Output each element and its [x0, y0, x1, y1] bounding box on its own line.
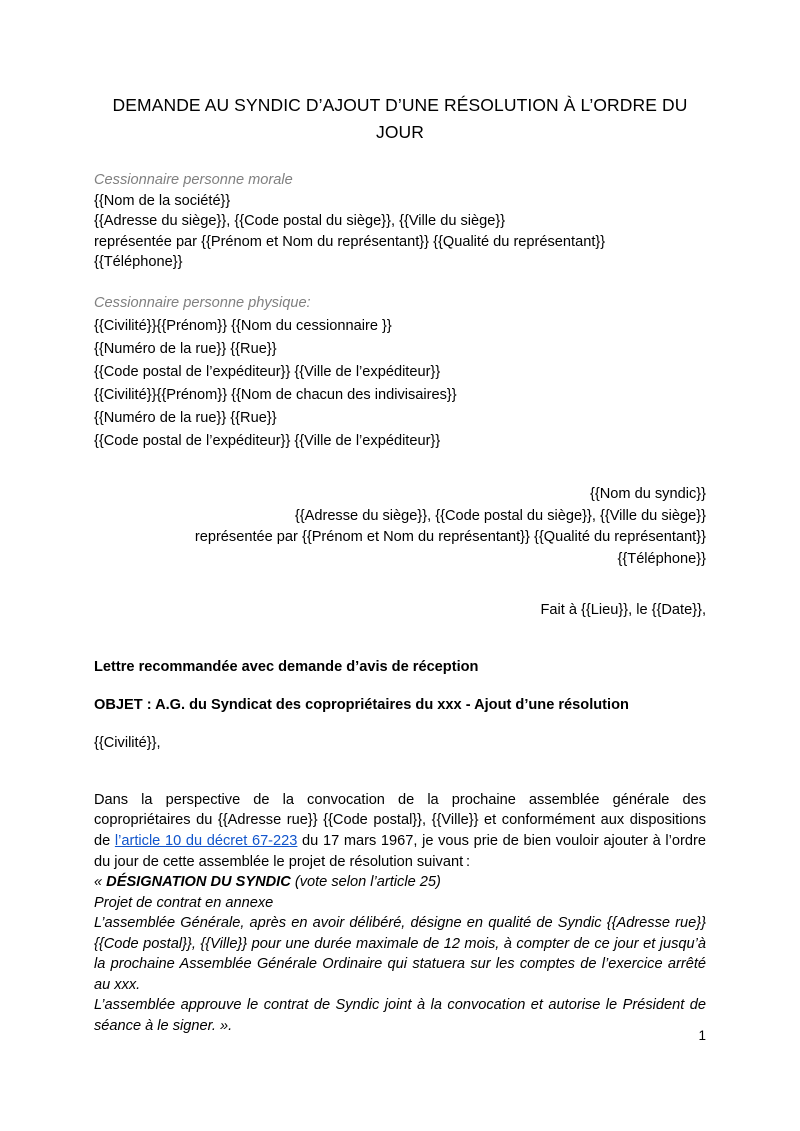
resolution-heading-rest: (vote selon l’article 25)	[290, 874, 441, 890]
cessionnaire-physique-line-6: {{Code postal de l’expéditeur}} {{Ville de l’expéditeur}}	[94, 433, 441, 449]
syndic-line-3: représentée par {{Prénom et Nom du représentant}} {{Qualité du représentant}}	[194, 529, 706, 545]
decret-article-link[interactable]: l’article 10 du décret 67-223	[114, 833, 298, 850]
cessionnaire-morale-label: Cessionnaire personne morale	[94, 172, 293, 188]
cessionnaire-physique-block	[94, 292, 706, 453]
salutation-block	[94, 733, 706, 754]
resolution-heading	[94, 872, 706, 893]
syndic-recipient-block	[94, 484, 706, 570]
registered-letter-heading: Lettre recommandée avec demande d’avis de réception	[94, 659, 479, 675]
page-number: 1	[698, 1028, 706, 1043]
cessionnaire-physique-line-5: {{Numéro de la rue}} {{Rue}}	[94, 410, 277, 426]
syndic-line-1: {{Nom du syndic}}	[589, 486, 706, 502]
cessionnaire-physique-line-1: {{Civilité}}{{Prénom}} {{Nom du cessionnaire }}	[94, 318, 392, 334]
resolution-subtitle: Projet de contrat en annexe	[94, 894, 274, 911]
cessionnaire-morale-block	[94, 170, 706, 273]
place-and-date	[94, 600, 706, 621]
cessionnaire-morale-line-4: {{Téléphone}}	[94, 254, 183, 270]
resolution-paragraph-1: L’assemblée Générale, après en avoir délibéré, désigne en qualité de Syndic {{Adresse rue}} {{Code postal}}, {{Ville}} pour une durée maximale de 12 mois, à compter de ce jour et jusqu’à la prochaine Assemblée Générale Ordinaire qui statuera sur les comptes de l’exercice arrêté au xxx.	[94, 915, 706, 993]
main-paragraph-part-2: du 17 mars 1967, je vous prie de bien vouloir ajouter à l’ordre du jour de cette assemblée le projet de résolution suivant :	[94, 833, 706, 870]
resolution-heading-bold: DÉSIGNATION DU SYNDIC	[106, 874, 291, 890]
cessionnaire-physique-label: Cessionnaire personne physique:	[94, 295, 311, 311]
main-paragraph-part-1: Dans la perspective de la convocation de la prochaine assemblée générale des copropriétaires du {{Adresse rue}} {{Code postal}}, {{Ville}} et conformément aux dispositions de	[94, 791, 706, 850]
cessionnaire-morale-line-3: représentée par {{Prénom et Nom du représentant}} {{Qualité du représentant}}	[94, 233, 606, 250]
cessionnaire-physique-line-3: {{Code postal de l’expéditeur}} {{Ville de l’expéditeur}}	[94, 364, 441, 380]
place-and-date-text: Fait à {{Lieu}}, le {{Date}},	[540, 602, 706, 618]
cessionnaire-physique-line-4: {{Civilité}}{{Prénom}} {{Nom de chacun des indivisaires}}	[94, 387, 457, 403]
main-paragraph	[94, 790, 706, 873]
syndic-line-4: {{Téléphone}}	[617, 550, 706, 567]
syndic-line-2: {{Adresse du siège}}, {{Code postal du siège}}, {{Ville du siège}}	[294, 507, 706, 524]
resolution-open-quote: «	[94, 874, 107, 890]
subject-heading: OBJET : A.G. du Syndicat des copropriétaires du xxx - Ajout d’une résolution	[94, 697, 629, 713]
resolution-paragraph-2: L’assemblée approuve le contrat de Syndic joint à la convocation et autorise le Président de séance à le signer. ».	[94, 997, 706, 1034]
salutation-text: {{Civilité}},	[94, 735, 161, 751]
cessionnaire-morale-line-2: {{Adresse du siège}}, {{Code postal du siège}}, {{Ville du siège}}	[94, 213, 506, 229]
resolution-block	[94, 872, 706, 1036]
page-title: DEMANDE AU SYNDIC D’AJOUT D’UNE RÉSOLUTION À L’ORDRE DU JOUR	[112, 95, 688, 142]
cessionnaire-morale-line-1: {{Nom de la société}}	[94, 192, 231, 209]
cessionnaire-physique-line-2: {{Numéro de la rue}} {{Rue}}	[94, 341, 277, 357]
